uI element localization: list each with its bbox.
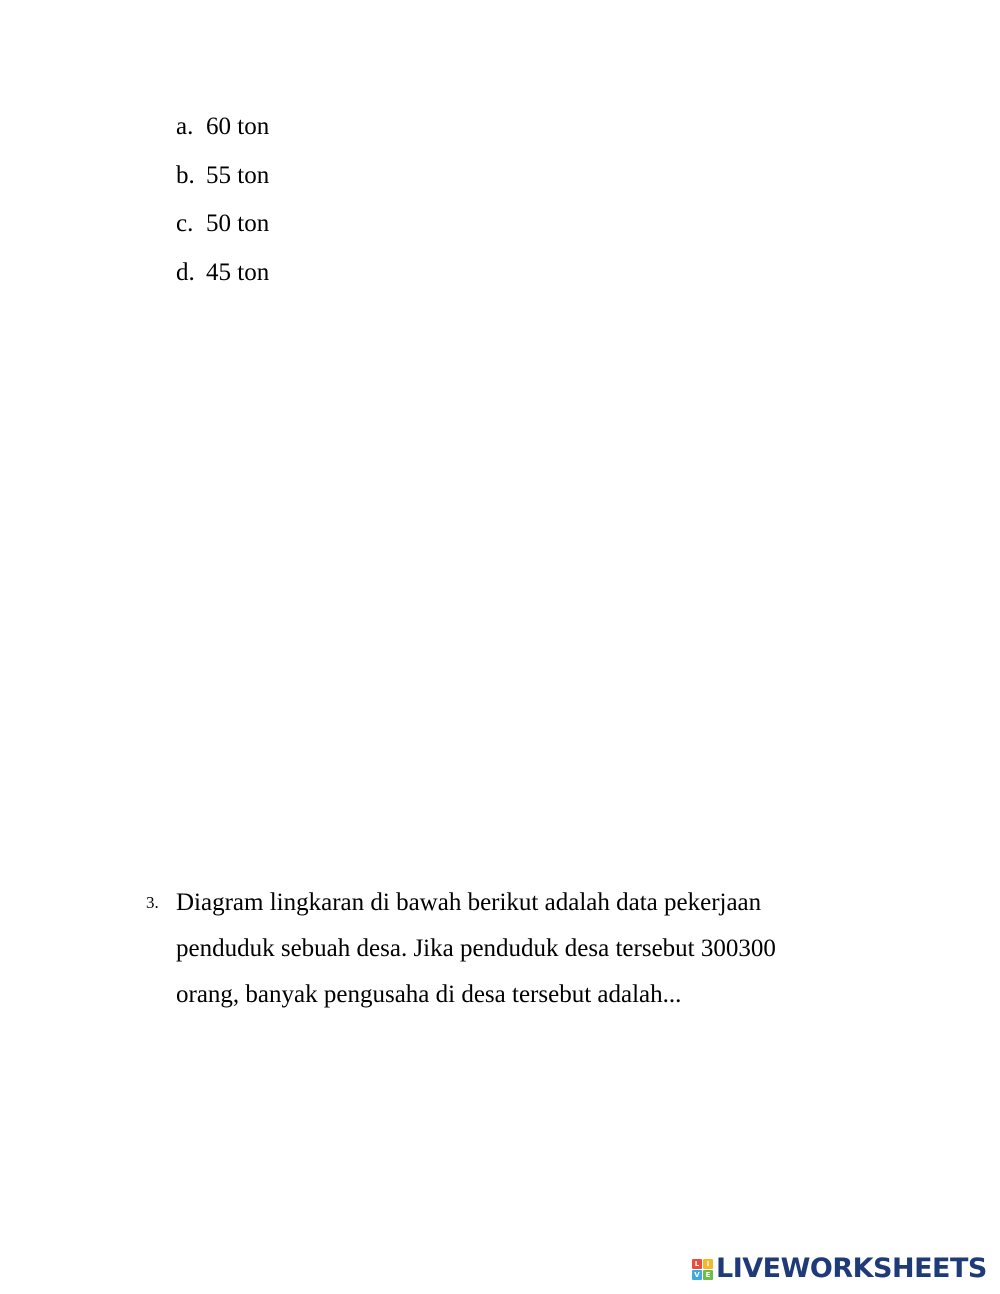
answer-options	[176, 106, 269, 300]
logo-text: LIVEWORKSHEETS	[716, 1253, 987, 1284]
liveworksheets-logo-icon	[692, 1259, 713, 1280]
option-d[interactable]	[176, 252, 269, 301]
question-3	[146, 880, 866, 1018]
question-number: 3.	[146, 893, 159, 912]
question-line: penduduk sebuah desa. Jika penduduk desa tersebut 300300	[176, 935, 776, 962]
option-letter: b.	[176, 161, 195, 189]
logo-square: L	[692, 1259, 702, 1269]
question-line: Diagram lingkaran di bawah berikut adalah data pekerjaan	[176, 889, 762, 916]
option-text: 45 ton	[206, 258, 270, 286]
logo-square: E	[703, 1270, 713, 1280]
option-letter: d.	[176, 258, 195, 286]
option-text: 60 ton	[206, 113, 270, 140]
option-text: 55 ton	[206, 161, 270, 189]
option-c[interactable]	[176, 203, 269, 252]
option-a[interactable]	[176, 106, 269, 155]
option-text: 50 ton	[206, 210, 270, 237]
liveworksheets-logo	[692, 1254, 987, 1284]
option-letter: a.	[176, 113, 194, 140]
option-b[interactable]	[176, 155, 269, 204]
option-letter: c.	[176, 210, 194, 237]
question-text	[176, 880, 866, 1018]
question-line: orang, banyak pengusaha di desa tersebut adalah...	[176, 981, 682, 1008]
logo-square: V	[692, 1270, 702, 1280]
logo-square: I	[703, 1259, 713, 1269]
